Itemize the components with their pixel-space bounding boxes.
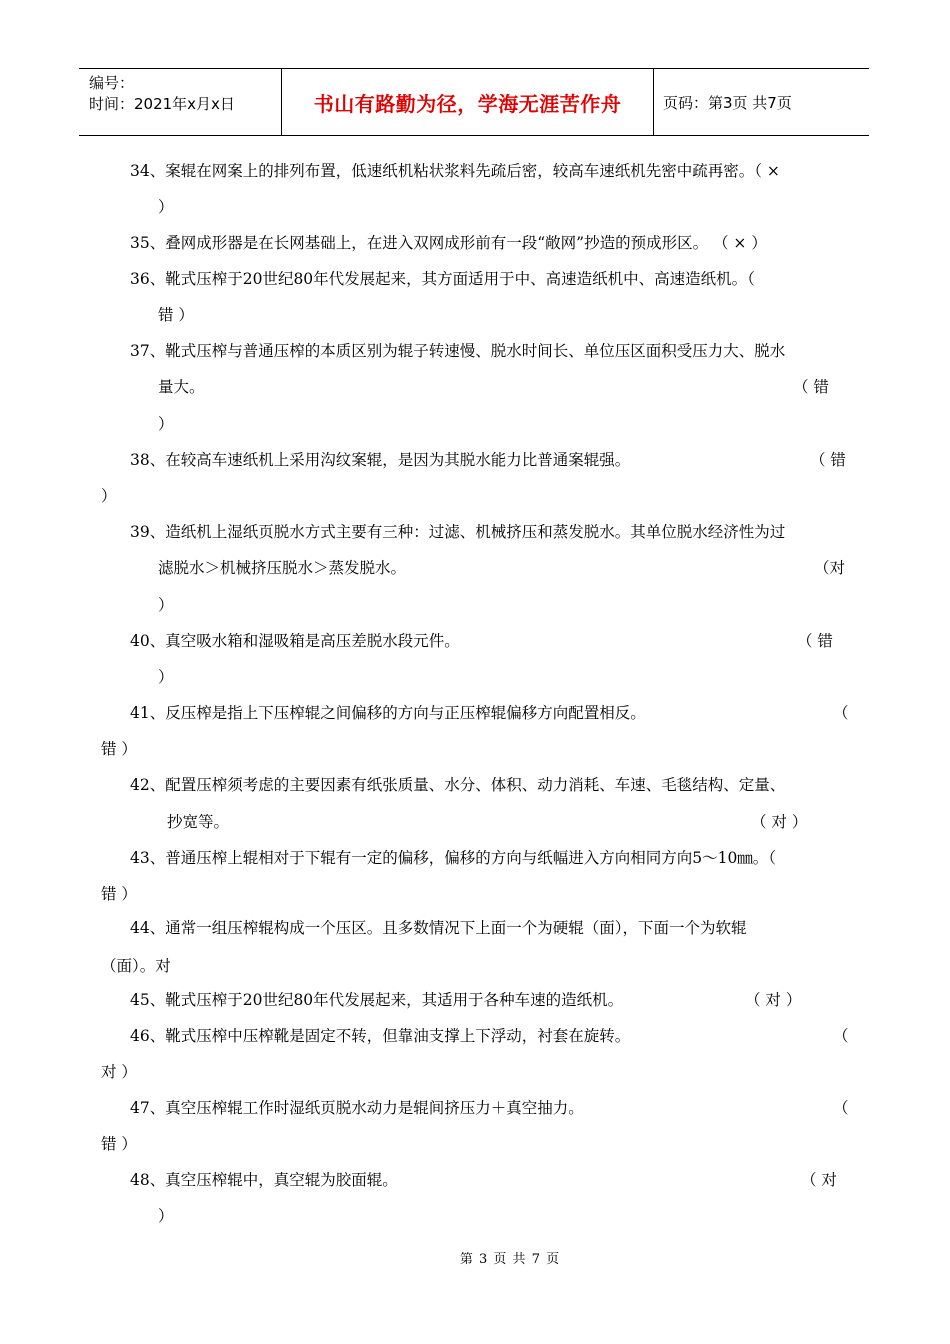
q43-line2: 错 ） [101,885,137,903]
page-label: 页码：第3页 共7页 [663,93,792,112]
q42-line1: 42、配置压榨须考虑的主要因素有纸张质量、水分、体积、动力消耗、车速、毛毯结构、定量、 [130,776,786,794]
q37-answer: （ 错 [793,378,829,396]
q40-line2: ） [158,668,174,686]
q37-line3: ） [158,415,174,433]
q46-answer-open: （ [833,1027,849,1045]
q42-answer: （ 对 ） [751,813,808,831]
q44-line2: （面）。对 [101,957,171,975]
header-left-cell [79,69,281,135]
q41-line1: 41、反压榨是指上下压榨辊之间偏移的方向与正压榨辊偏移方向配置相反。 [130,704,646,722]
q39-line3: ） [158,596,174,614]
q41-line2: 错 ） [101,740,137,758]
page-footer: 第 3 页 共 7 页 [459,1252,561,1267]
q39-line2: 滤脱水＞机械挤压脱水＞蒸发脱水。 [158,559,407,577]
q46-line2: 对 ） [101,1063,137,1081]
q47-answer-open: （ [833,1099,849,1117]
number-label: 编号： [89,74,135,92]
q35-line1: 35、叠网成形器是在长网基础上，在进入双网成形前有一段“敞网”抄造的预成形区。 （ × ） [130,234,767,252]
q44-line1: 44、通常一组压榨辊构成一个压区。且多数情况下上面一个为硬辊（面），下面一个为软辊 [130,919,747,937]
time-label: 时间：2021年x月x日 [89,95,235,113]
header-page-cell [654,69,869,135]
q48-line1: 48、真空压榨辊中，真空辊为胶面辊。 [130,1171,398,1189]
q37-line2: 量大。 [158,378,205,396]
q34-line2: ） [158,198,174,216]
motto-text: 书山有路勤为径，学海无涯苦作舟 [313,91,622,116]
q36-line1: 36、靴式压榨于20世纪80年代发展起来，其方面适用于中、高速造纸机中、高速造纸机。（ [130,270,755,288]
q39-line1: 39、造纸机上湿纸页脱水方式主要有三种：过滤、机械挤压和蒸发脱水。其单位脱水经济性为过 [130,523,786,541]
q45-answer: （ 对 ） [745,991,802,1009]
q34-line1: 34、案辊在网案上的排列布置，低速纸机粘状浆料先疏后密，较高车速纸机先密中疏再密。（ × [130,162,780,180]
q40-line1: 40、真空吸水箱和湿吸箱是高压差脱水段元件。 [130,632,460,650]
header-motto-cell [281,69,654,135]
q48-answer: （ 对 [801,1171,837,1189]
q40-answer: （ 错 [797,632,833,650]
q38-answer: （ 错 [810,451,846,469]
q45-line1: 45、靴式压榨于20世纪80年代发展起来，其适用于各种车速的造纸机。 [130,991,624,1009]
q43-line1: 43、普通压榨上辊相对于下辊有一定的偏移，偏移的方向与纸幅进入方向相同方向5～10㎜。（ [130,849,777,867]
q42-line2: 抄宽等。 [167,813,230,831]
q36-line2: 错 ） [158,306,194,324]
q38-line2: ） [101,487,117,505]
q38-line1: 38、在较高车速纸机上采用沟纹案辊，是因为其脱水能力比普通案辊强。 [130,451,631,469]
q41-answer-open: （ [833,704,849,722]
q37-line1: 37、靴式压榨与普通压榨的本质区别为辊子转速慢、脱水时间长、单位压区面积受压力大、脱水 [130,342,786,360]
header-table [79,68,869,136]
q47-line1: 47、真空压榨辊工作时湿纸页脱水动力是辊间挤压力＋真空抽力。 [130,1099,584,1117]
q48-line2: ） [158,1207,174,1225]
q39-answer: （对 [814,559,846,577]
q47-line2: 错 ） [101,1135,137,1153]
q46-line1: 46、靴式压榨中压榨靴是固定不转，但靠油支撑上下浮动，衬套在旋转。 [130,1027,631,1045]
